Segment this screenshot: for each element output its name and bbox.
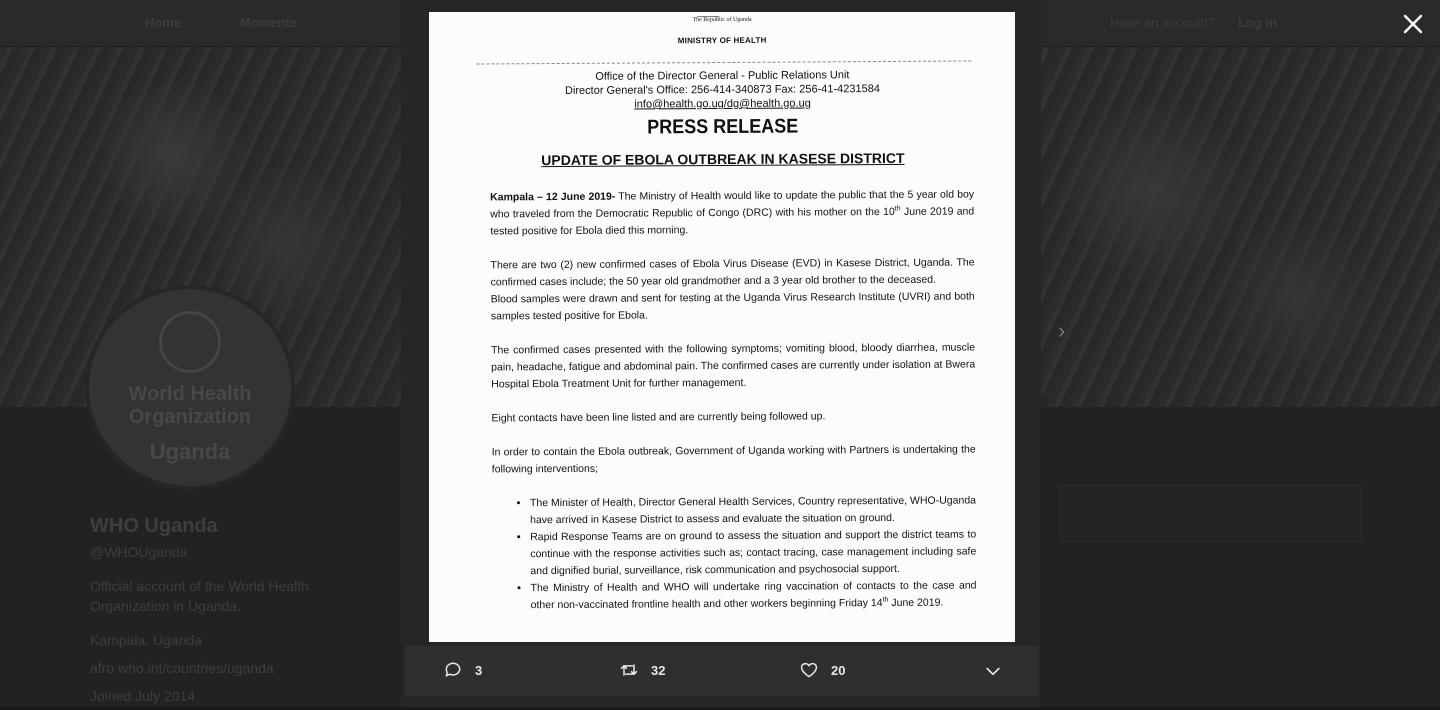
doc-office-line1: Office of the Director General - Public Relations Unit	[595, 69, 850, 83]
doc-paragraph: There are two (2) new confirmed cases of Ebola Virus Disease (EVD) in Kasese District, Uganda. The confirmed cases include; the 50 year old grandmother and a 3 year old brother to the deceased.	[490, 256, 975, 289]
doc-paragraph: In order to contain the Ebola outbreak, Government of Uganda working with Partners is undertaking the following interventions;	[491, 443, 976, 476]
avatar-org-text: World Health Organization	[128, 382, 252, 428]
doc-divider	[476, 60, 971, 64]
tweet-action-bar	[405, 646, 1039, 696]
doc-ministry: MINISTRY OF HEALTH	[677, 35, 767, 46]
doc-p1-end: June 2019 and tested positive for Ebola died this morning.	[490, 205, 975, 238]
doc-paragraph: The confirmed cases presented with the following symptoms; vomiting blood, bloody diarrhea, muscle pain, headache, fatigue and abdominal pain. The confirmed cases are currently under isolation at Bwera Hospital Ebola Treatment Unit for further management.	[491, 341, 976, 391]
reply-button[interactable]	[443, 660, 482, 680]
doc-dateline: Kampala – 12 June 2019-	[490, 190, 616, 204]
doc-title: PRESS RELEASE	[647, 115, 799, 139]
like-count: 20	[831, 662, 846, 678]
doc-paragraph	[490, 186, 974, 240]
nav-have-account-text: Have an account?	[1110, 15, 1215, 30]
who-emblem-icon	[159, 311, 221, 373]
profile-handle: @WHOUganda	[90, 544, 188, 560]
close-button[interactable]	[1400, 11, 1426, 37]
retweet-icon	[619, 660, 639, 680]
profile-avatar	[85, 285, 295, 490]
doc-subtitle: UPDATE OF EBOLA OUTBREAK IN KASESE DISTRICT	[541, 149, 905, 169]
doc-interventions-list	[492, 492, 977, 614]
doc-paragraph: Eight contacts have been line listed and are currently being followed up.	[491, 410, 826, 425]
doc-body	[490, 186, 977, 614]
profile-card	[90, 515, 350, 710]
doc-p1-sup: th	[894, 205, 901, 213]
doc-bullet3-text: The Ministry of Health and WHO will undertake ring vaccination of contacts to the case and other non-vaccinated frontline health and other workers beginning Friday 14	[530, 579, 977, 612]
profile-location: Kampala, Uganda	[90, 632, 203, 648]
reply-icon	[443, 660, 463, 680]
doc-p1-text: The Ministry of Health would like to update the public that the 5 year old boy who traveled from the Democratic Republic of Congo (DRC) with his mother on the 10	[490, 188, 975, 221]
doc-bullet3-end: June 2019.	[888, 596, 944, 609]
press-release-image[interactable]	[429, 12, 1015, 642]
list-item	[530, 577, 976, 614]
doc-office-line2: Director General's Office: 256-414-340873 Fax: 256-41-4231584	[564, 83, 880, 97]
reply-count: 3	[475, 662, 483, 678]
list-item: • The Minister of Health, Director General Health Services, Country representative, WHO-Uganda have arrived in Kasese District to assess and evaluate the situation on ground.	[530, 492, 976, 529]
profile-bio: Official account of the World Health Organization in Uganda.	[90, 578, 309, 614]
nav-login-link: Log in	[1238, 15, 1277, 30]
next-media-chevron-right-icon[interactable]: ›	[1058, 318, 1066, 343]
nav-home-link: Home	[145, 15, 182, 30]
like-button[interactable]	[799, 660, 845, 680]
doc-office-email: info@health.go.ug/dg@health.go.ug	[634, 97, 811, 111]
chevron-down-icon	[983, 661, 1003, 681]
avatar-country-text: Uganda	[149, 438, 231, 464]
profile-website: afro.who.int/countries/uganda	[90, 660, 274, 676]
nav-moments-link: Moments	[240, 15, 298, 30]
close-icon	[1400, 11, 1426, 37]
heart-icon	[799, 660, 819, 680]
doc-bullet3-sup: th	[882, 596, 889, 604]
retweet-count: 32	[651, 662, 666, 678]
doc-paragraph: Blood samples were drawn and sent for testing at the Uganda Virus Research Institute (UVRI) and both samples tested positive for Ebola.	[490, 290, 975, 323]
doc-republic: The Republic of Uganda	[692, 16, 752, 24]
profile-joined: Joined July 2014	[90, 688, 196, 704]
list-item: • Rapid Response Teams are on ground to assess the situation and support the district teams to continue with the response activities such as; contact tracing, case management including safe and dignified burial, surveillance, risk communication and psychosocial support.	[530, 526, 976, 580]
retweet-button[interactable]	[619, 660, 665, 680]
more-options-button[interactable]	[983, 661, 1003, 681]
profile-name: WHO Uganda	[90, 515, 218, 537]
doc-office-block	[429, 67, 1015, 113]
background-side-panel	[1060, 485, 1362, 542]
